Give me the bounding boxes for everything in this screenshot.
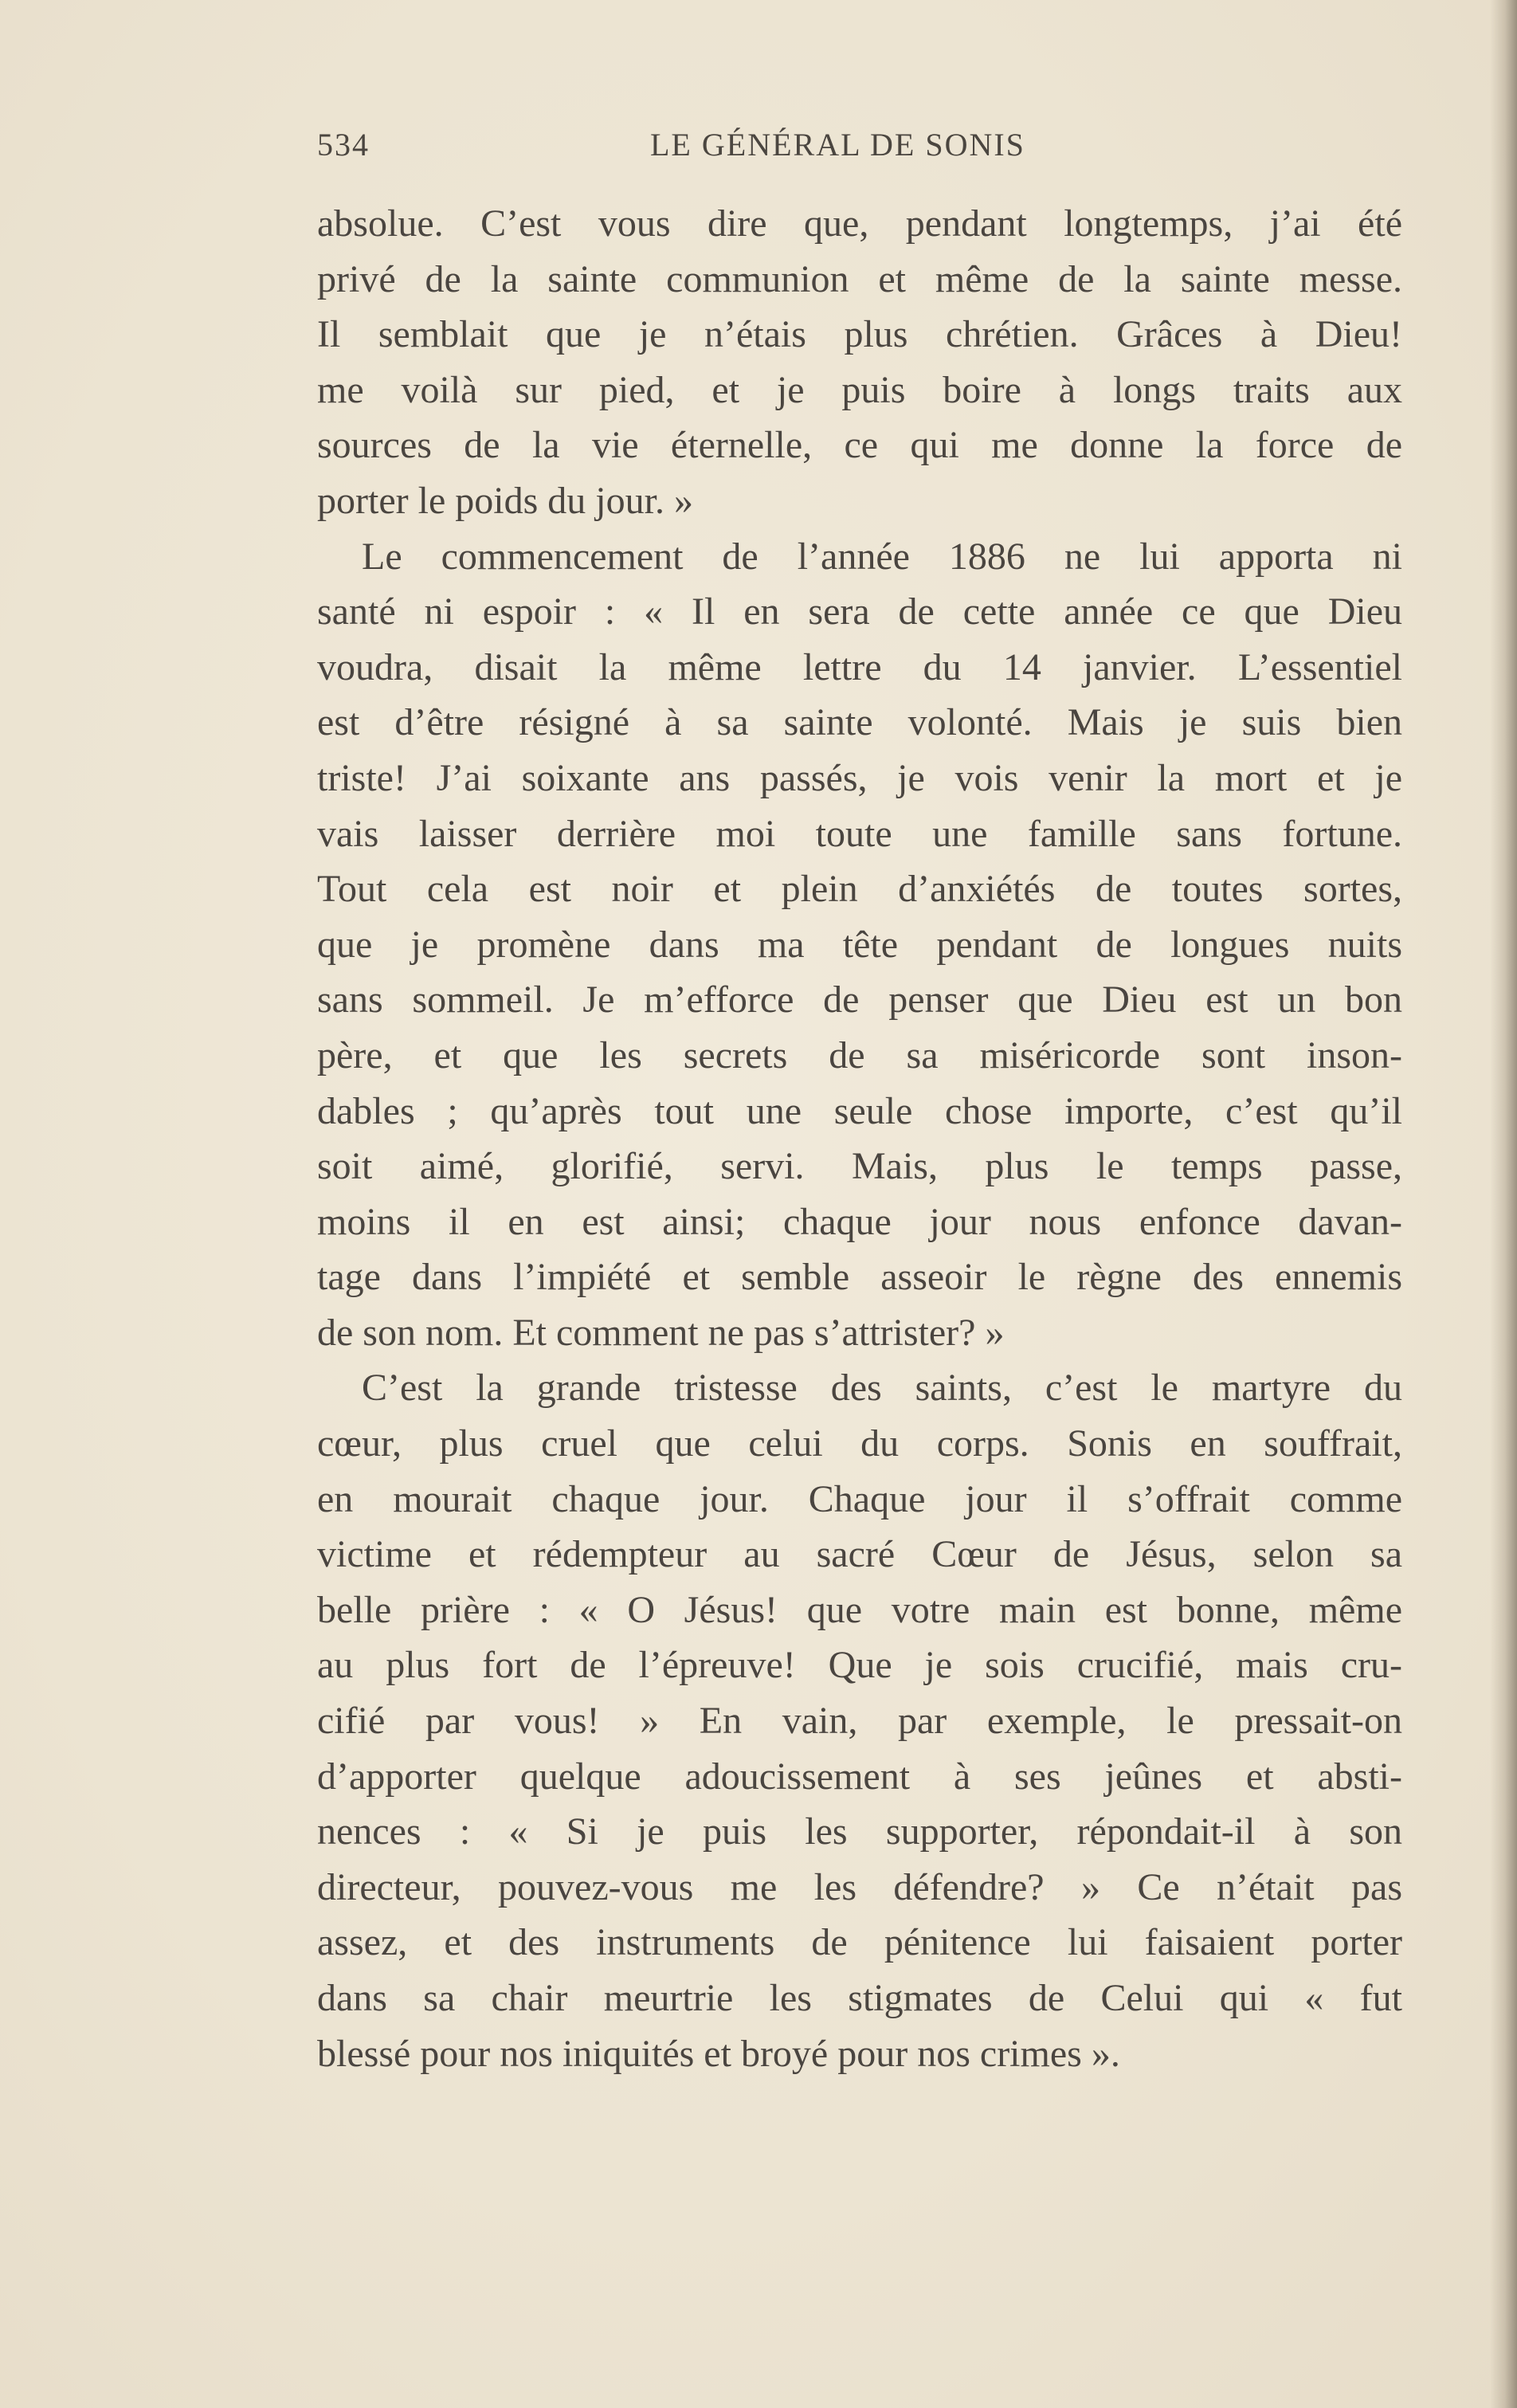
text-line: santé ni espoir : « Il en sera de cette année ce que Dieu — [317, 590, 1402, 633]
text-line: père, et que les secrets de sa miséricorde sont inson- — [317, 1033, 1402, 1077]
text-line: privé de la sainte communion et même de la sainte messe. — [317, 257, 1402, 300]
text-line: nences : « Si je puis les supporter, répondait-il à son — [317, 1810, 1402, 1853]
text-line: assez, et des instruments de pénitence lui faisaient porter — [317, 1921, 1402, 1964]
text-line: cœur, plus cruel que celui du corps. Sonis en souffrait, — [317, 1422, 1402, 1465]
text-line: Tout cela est noir et plein d’anxiétés de toutes sortes, — [317, 868, 1402, 911]
text-line: vais laisser derrière moi toute une famille sans fortune. — [317, 812, 1402, 855]
text-line: voudra, disait la même lettre du 14 janvier. L’essentiel — [317, 645, 1402, 688]
text-line: sources de la vie éternelle, ce qui me donne la force de — [317, 424, 1402, 467]
text-line: dans sa chair meurtrie les stigmates de Celui qui « fut — [317, 1977, 1402, 2019]
text-line: sans sommeil. Je m’efforce de penser que Dieu est un bon — [317, 978, 1402, 1022]
text-line: que je promène dans ma tête pendant de longues nuits — [317, 923, 1402, 966]
text-line: triste! J’ai soixante ans passés, je vois venir la mort et je — [317, 756, 1402, 799]
text-line: porter le poids du jour. » — [317, 479, 693, 522]
text-line: Il semblait que je n’étais plus chrétien. Grâces à Dieu! — [317, 313, 1402, 356]
page-edge-shadow — [1490, 0, 1517, 2408]
body-text — [317, 196, 1402, 2081]
text-line: directeur, pouvez-vous me les défendre? » Ce n’était pas — [317, 1865, 1402, 1908]
text-line: victime et rédempteur au sacré Cœur de Jésus, selon sa — [317, 1533, 1402, 1576]
text-line: Le commencement de l’année 1886 ne lui apporta ni — [362, 535, 1402, 578]
text-line: C’est la grande tristesse des saints, c’est le martyre du — [362, 1367, 1402, 1410]
running-head — [317, 126, 1402, 174]
text-line: d’apporter quelque adoucissement à ses jeûnes et absti- — [317, 1755, 1402, 1798]
text-line: de son nom. Et comment ne pas s’attrister? » — [317, 1311, 1005, 1354]
text-line: me voilà sur pied, et je puis boire à longs traits aux — [317, 368, 1402, 411]
text-line: en mourait chaque jour. Chaque jour il s’offrait comme — [317, 1477, 1402, 1520]
page-number: 534 — [317, 127, 370, 163]
text-line: cifié par vous! » En vain, par exemple, le pressait-on — [317, 1700, 1402, 1743]
text-line: dables ; qu’après tout une seule chose importe, c’est qu’il — [317, 1089, 1402, 1132]
text-line: tage dans l’impiété et semble asseoir le règne des ennemis — [317, 1256, 1402, 1299]
text-line: belle prière : « O Jésus! que votre main est bonne, même — [317, 1588, 1402, 1631]
running-title: LE GÉNÉRAL DE SONIS — [650, 127, 1025, 163]
text-line: est d’être résigné à sa sainte volonté. Mais je suis bien — [317, 701, 1402, 744]
text-line: au plus fort de l’épreuve! Que je sois crucifié, mais cru- — [317, 1644, 1402, 1687]
text-line: soit aimé, glorifié, servi. Mais, plus le temps passe, — [317, 1145, 1402, 1188]
text-line: absolue. C’est vous dire que, pendant longtemps, j’ai été — [317, 202, 1402, 245]
text-line: moins il en est ainsi; chaque jour nous enfonce davan- — [317, 1200, 1402, 1243]
text-line: blessé pour nos iniquités et broyé pour nos crimes ». — [317, 2032, 1120, 2075]
